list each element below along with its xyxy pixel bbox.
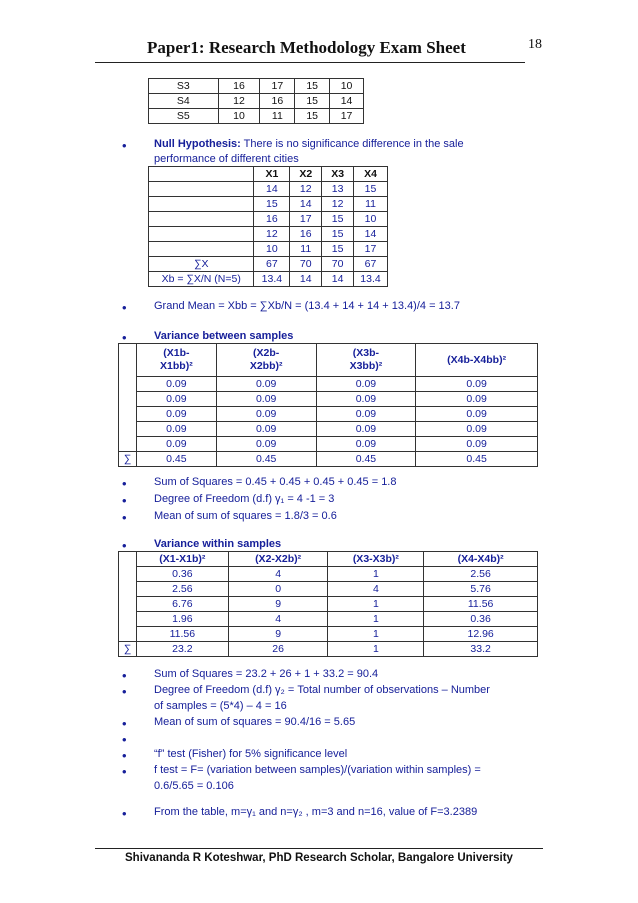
table-cell: 0.09 — [216, 377, 316, 392]
table-cell: 16 — [260, 94, 295, 109]
column-header: (X4b-X4bb)² — [416, 344, 538, 377]
table-cell: 12 — [322, 197, 354, 212]
table-cell: 0.09 — [136, 392, 216, 407]
table-cell: 4 — [328, 582, 424, 597]
table-cell: S4 — [149, 94, 219, 109]
mean-row — [149, 272, 388, 287]
table-cell: 10 — [218, 109, 260, 124]
mean-label: Xb = ∑X/N (N=5) — [149, 272, 254, 287]
table-cell: 15 — [322, 242, 354, 257]
table-cell: 9 — [228, 627, 328, 642]
table-row — [119, 627, 538, 642]
table-cell: 0.45 — [316, 452, 416, 467]
table-cell: 0.09 — [136, 437, 216, 452]
between-table — [118, 343, 538, 467]
table-cell: 70 — [322, 257, 354, 272]
table-row — [149, 182, 388, 197]
table-cell: 1.96 — [136, 612, 228, 627]
sample-table — [148, 166, 388, 287]
table-cell: 14 — [322, 272, 354, 287]
f-formula-line-2: 0.6/5.65 = 0.106 — [154, 780, 234, 792]
table-cell: 15 — [295, 109, 330, 124]
table-cell: 0.09 — [316, 407, 416, 422]
table-cell: 15 — [322, 212, 354, 227]
table-cell: 0.09 — [216, 407, 316, 422]
table-cell: 0.45 — [136, 452, 216, 467]
table-cell: 4 — [228, 567, 328, 582]
null-hypothesis-text: There is no significance difference in the sale — [243, 138, 464, 150]
table-cell: S5 — [149, 109, 219, 124]
table-cell: 10 — [254, 242, 290, 257]
null-hypothesis-label: Null Hypothesis: — [154, 138, 241, 150]
table-row — [119, 582, 538, 597]
table-cell: 14 — [290, 272, 322, 287]
top-table — [148, 78, 364, 124]
table-cell: 15 — [295, 94, 330, 109]
table-cell: 70 — [290, 257, 322, 272]
table-cell: 0.09 — [416, 422, 538, 437]
table-cell: 16 — [254, 212, 290, 227]
table-row — [119, 612, 538, 627]
table-cell: 17 — [354, 242, 388, 257]
sum-label: ∑X — [149, 257, 254, 272]
within-title: Variance within samples — [154, 538, 282, 550]
table-cell: 14 — [290, 197, 322, 212]
table-row — [149, 79, 364, 94]
header-title: Paper1: Research Methodology Exam Sheet — [147, 38, 466, 57]
column-header: X3 — [322, 167, 354, 182]
page-number: 18 — [528, 37, 542, 52]
table-cell: 0.09 — [316, 422, 416, 437]
table-cell: 14 — [330, 94, 364, 109]
table-cell: 17 — [330, 109, 364, 124]
table-cell: 1 — [328, 597, 424, 612]
table-cell: 12 — [254, 227, 290, 242]
footer-divider — [95, 848, 543, 849]
table-cell: 0.09 — [416, 392, 538, 407]
table-cell: 67 — [354, 257, 388, 272]
table-row — [149, 242, 388, 257]
table-cell: 17 — [290, 212, 322, 227]
table-cell: 15 — [322, 227, 354, 242]
table-cell: 0.09 — [316, 392, 416, 407]
table-cell: 1 — [328, 627, 424, 642]
page-header — [95, 32, 525, 63]
column-header: (X3-X3b)² — [328, 552, 424, 567]
table-cell: 15 — [354, 182, 388, 197]
sum-row — [119, 642, 538, 657]
column-header: (X2b- X2bb)² — [216, 344, 316, 377]
table-cell: 0.09 — [316, 377, 416, 392]
table-row — [149, 197, 388, 212]
sum-row — [119, 452, 538, 467]
table-row — [149, 227, 388, 242]
table-cell: 0.09 — [216, 437, 316, 452]
table-row — [149, 212, 388, 227]
sum-row — [149, 257, 388, 272]
table-cell: 0.36 — [424, 612, 538, 627]
table-row — [149, 109, 364, 124]
column-header: (X1-X1b)² — [136, 552, 228, 567]
table-cell: 12 — [290, 182, 322, 197]
table-cell: 14 — [254, 182, 290, 197]
table-cell: 6.76 — [136, 597, 228, 612]
table-cell: 0.45 — [416, 452, 538, 467]
table-cell: 67 — [254, 257, 290, 272]
table-cell: 11.56 — [424, 597, 538, 612]
table-cell: 11 — [290, 242, 322, 257]
table-cell: 0.09 — [416, 407, 538, 422]
table-row — [119, 422, 538, 437]
column-header: (X3b- X3bb)² — [316, 344, 416, 377]
table-cell: 17 — [260, 79, 295, 94]
table-cell: 0 — [228, 582, 328, 597]
table-cell: 0.09 — [136, 407, 216, 422]
sum-symbol: ∑ — [119, 642, 137, 657]
table-cell: 1 — [328, 642, 424, 657]
table-header-row — [119, 344, 538, 377]
table-cell: 11 — [354, 197, 388, 212]
table-cell: 12.96 — [424, 627, 538, 642]
table-cell: 10 — [354, 212, 388, 227]
table-cell: 26 — [228, 642, 328, 657]
table-cell: 0.09 — [136, 422, 216, 437]
within-table — [118, 551, 538, 657]
table-cell: 0.09 — [416, 437, 538, 452]
table-cell: 15 — [254, 197, 290, 212]
column-header: (X4-X4b)² — [424, 552, 538, 567]
table-cell: 2.56 — [136, 582, 228, 597]
table-header-row — [119, 552, 538, 567]
table-header-row — [149, 167, 388, 182]
table-cell: 33.2 — [424, 642, 538, 657]
table-cell: 15 — [295, 79, 330, 94]
dof-line-2: of samples = (5*4) – 4 = 16 — [154, 700, 287, 712]
page-footer: Shivananda R Koteshwar, PhD Research Scholar, Bangalore University — [125, 852, 513, 864]
table-cell: 1 — [328, 567, 424, 582]
between-title: Variance between samples — [154, 330, 294, 342]
grand-mean-text: Grand Mean = Xbb = ∑Xb/N = (13.4 + 14 + 14 + 13.4)/4 = 13.7 — [154, 300, 460, 312]
table-cell: 4 — [228, 612, 328, 627]
null-hypothesis-text-2: performance of different cities — [154, 153, 299, 165]
table-cell: 0.45 — [216, 452, 316, 467]
table-cell: 5.76 — [424, 582, 538, 597]
table-cell: 10 — [330, 79, 364, 94]
table-row — [119, 437, 538, 452]
table-row — [119, 377, 538, 392]
table-row — [119, 407, 538, 422]
table-cell: S3 — [149, 79, 219, 94]
table-cell: 0.09 — [216, 422, 316, 437]
table-cell: 23.2 — [136, 642, 228, 657]
table-cell: 0.36 — [136, 567, 228, 582]
table-cell: 13.4 — [354, 272, 388, 287]
table-row — [149, 94, 364, 109]
table-cell: 16 — [218, 79, 260, 94]
table-cell: 11 — [260, 109, 295, 124]
column-header: X2 — [290, 167, 322, 182]
table-cell: 0.09 — [216, 392, 316, 407]
table-cell: 1 — [328, 612, 424, 627]
table-cell: 0.09 — [416, 377, 538, 392]
table-row — [119, 567, 538, 582]
table-cell: 0.09 — [316, 437, 416, 452]
sum-symbol: ∑ — [119, 452, 137, 467]
table-cell: 0.09 — [136, 377, 216, 392]
table-row — [119, 597, 538, 612]
column-header: X4 — [354, 167, 388, 182]
table-cell: 13.4 — [254, 272, 290, 287]
table-cell: 12 — [218, 94, 260, 109]
column-header: (X1b- X1bb)² — [136, 344, 216, 377]
table-cell: 9 — [228, 597, 328, 612]
table-cell: 2.56 — [424, 567, 538, 582]
column-header: (X2-X2b)² — [228, 552, 328, 567]
table-row — [119, 392, 538, 407]
table-cell: 11.56 — [136, 627, 228, 642]
table-cell: 14 — [354, 227, 388, 242]
column-header: X1 — [254, 167, 290, 182]
table-cell: 13 — [322, 182, 354, 197]
table-cell: 16 — [290, 227, 322, 242]
